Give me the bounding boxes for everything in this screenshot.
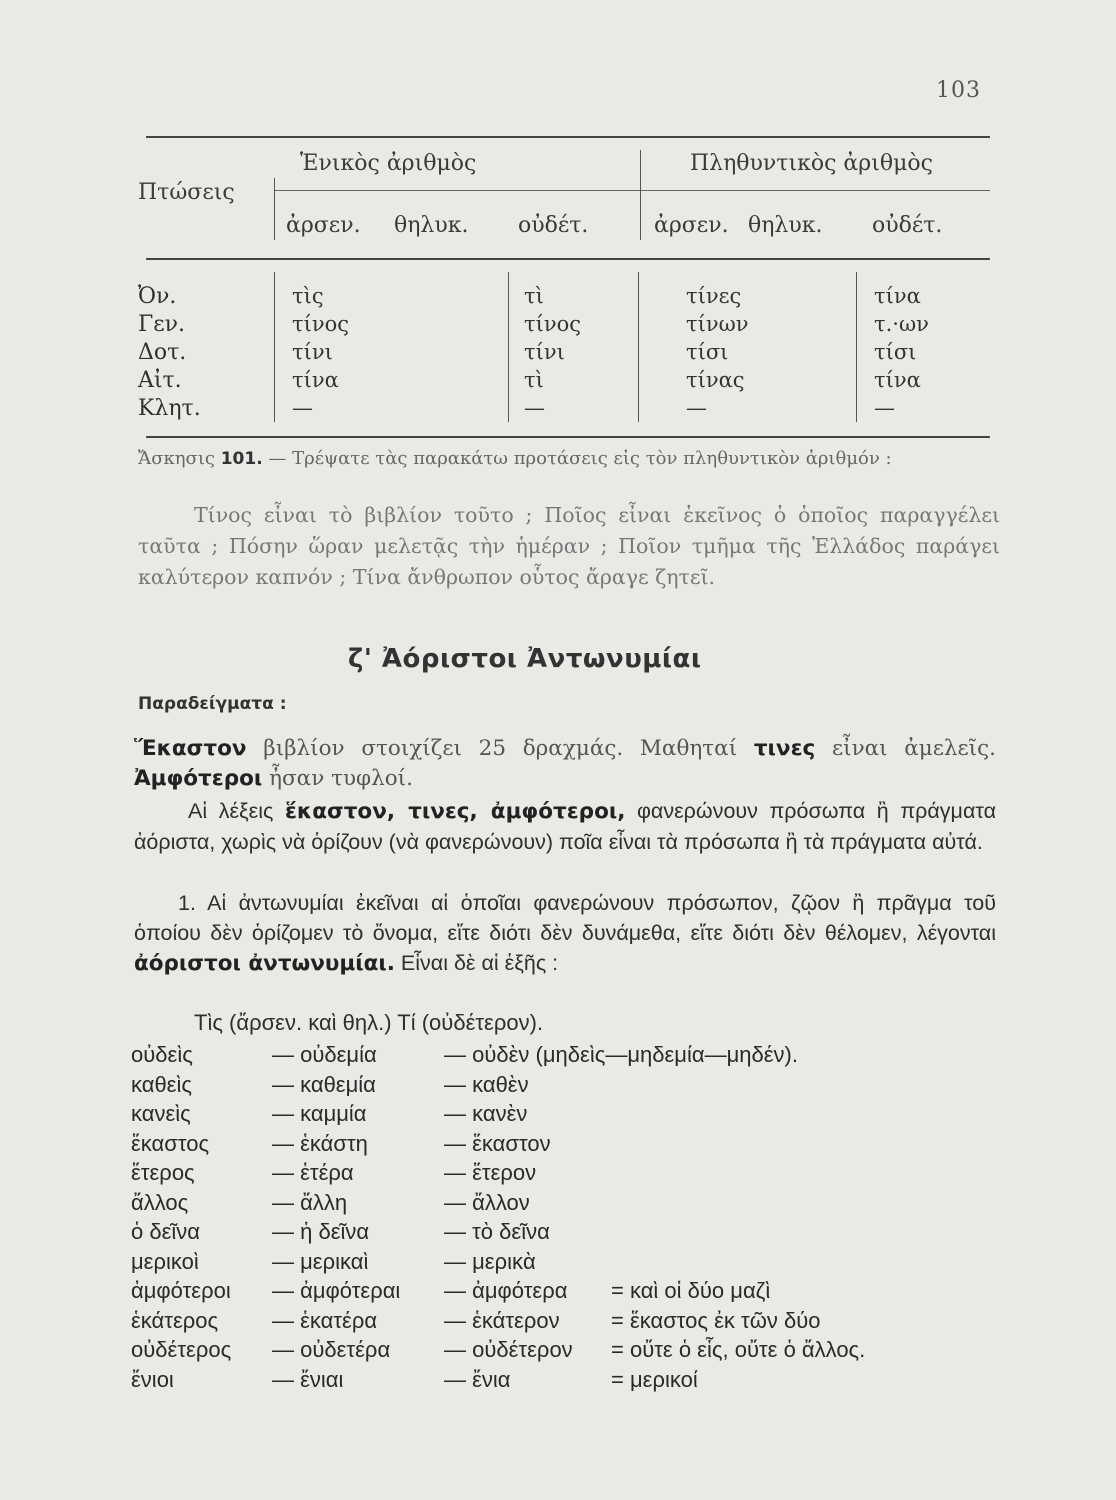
pronoun-masculine: ἕκαστος	[131, 1131, 210, 1156]
table-cell: τίνες	[686, 284, 742, 308]
pronoun-neuter: — ἔνια	[444, 1367, 511, 1392]
table-case-cell: Κλητ.	[138, 396, 201, 421]
pronoun-neuter: — ἕκαστον	[444, 1131, 551, 1156]
pronoun-gloss: = ἕκαστος ἐκ τῶν δύο	[611, 1308, 821, 1333]
page-number: 103	[936, 78, 981, 103]
sub-header: ἀρσεν.	[286, 213, 361, 238]
para-bold: ἀόριστοι ἀντωνυμίαι.	[134, 951, 395, 976]
pronoun-gloss: = μερικοί	[611, 1367, 698, 1392]
exercise-body: Τίνος εἶναι τὸ βιβλίον τοῦτο ; Ποῖος εἶναι ἐκεῖνος ὁ ὁποῖος παραγγέλει ταῦτα ; Πόσην ὥραν μελετᾷς τὴν ἡμέραν ; Ποῖον τμῆμα τῆς Ἑλλάδος παράγει καλύτερον καπνόν ; Τίνα ἄνθρωπον οὗτος ἄραγε ζητεῖ.	[138, 503, 1000, 589]
pronoun-feminine: — οὐδετέρα	[272, 1337, 391, 1362]
table-divider	[856, 272, 857, 422]
table-case-cell: Αἰτ.	[138, 368, 182, 393]
pronoun-masculine: μερικοὶ	[131, 1249, 199, 1274]
sub-header: θηλυκ.	[748, 213, 823, 238]
pronoun-neuter: — οὐδὲν (μηδεὶς—μηδεμία—μηδέν).	[444, 1042, 798, 1067]
sub-header: οὐδέτ.	[872, 213, 943, 238]
para-text: φανερώνουν πρόσωπα ἢ πράγματα ἀόριστα, χωρὶς νὰ ὁρίζουν (νὰ φανερώνουν) ποῖα εἶναι τὰ πρόσωπα ἢ τὰ πράγματα αὐτά.	[134, 799, 996, 854]
pronoun-neuter: — ἀμφότερα	[444, 1278, 568, 1303]
pronoun-neuter: — καθὲν	[444, 1072, 529, 1097]
table-divider	[508, 272, 509, 422]
plural-header: Πληθυντικὸς ἀριθμὸς	[690, 151, 933, 176]
table-cell: —	[874, 396, 895, 420]
example-text: εἶναι ἀμελεῖς.	[815, 736, 996, 761]
pronoun-row	[0, 1337, 1116, 1367]
pronoun-feminine: — ἔνιαι	[272, 1367, 344, 1392]
table-cell: τ.·ων	[874, 312, 929, 336]
pronoun-row	[0, 1308, 1116, 1338]
paragraph-2	[134, 888, 996, 979]
table-cell: τίσι	[874, 340, 917, 364]
plural-rule	[642, 190, 990, 191]
pronoun-row	[0, 1219, 1116, 1249]
para-text: 1. Αἱ ἀντωνυμίαι ἐκεῖναι αἱ ὁποῖαι φανερώνουν πρόσωπον, ζῷον ἢ πρᾶγμα τοῦ ὁποίου δὲν ὁρίζομεν τὸ ὄνομα, εἴτε διότι δὲν δυνάμεθα, εἴτε διότι δὲν θέλομεν, λέγονται	[134, 891, 996, 945]
pronoun-neuter: — ἕτερον	[444, 1160, 537, 1185]
pronoun-neuter: — ἑκάτερον	[444, 1308, 560, 1333]
examples-label: Παραδείγματα :	[138, 694, 287, 714]
pronoun-neuter: — κανὲν	[444, 1101, 528, 1126]
pronoun-masculine: κανεὶς	[131, 1101, 191, 1126]
pronoun-masculine: ἔνιοι	[131, 1367, 174, 1392]
example-word: Ἀμφότεροι	[134, 766, 263, 791]
pronoun-feminine: — ἀμφότεραι	[272, 1278, 401, 1303]
table-cell: τίνα	[292, 368, 339, 392]
sub-header: ἀρσεν.	[654, 213, 729, 238]
exercise-instruction	[138, 448, 998, 470]
para-text: Αἱ λέξεις	[188, 799, 285, 823]
table-cell: —	[686, 396, 707, 420]
table-cell: τίνος	[292, 312, 350, 336]
exercise-number: 101.	[220, 449, 263, 469]
pronoun-feminine: — ἡ δεῖνα	[272, 1219, 370, 1244]
table-divider	[274, 272, 275, 422]
table-cell: τίνων	[686, 312, 749, 336]
pronoun-list-heading: Τὶς (ἄρσεν. καὶ θηλ.) Τί (οὐδέτερον).	[194, 1010, 544, 1035]
pronoun-row	[0, 1042, 1116, 1072]
pronoun-neuter: — ἄλλον	[444, 1190, 530, 1215]
pronoun-row	[0, 1190, 1116, 1220]
table-case-cell: Γεν.	[138, 312, 186, 337]
singular-rule	[274, 190, 644, 191]
table-cell: τὶς	[292, 284, 324, 308]
pronoun-feminine: — ἄλλη	[272, 1190, 348, 1215]
pronoun-feminine: — καθεμία	[272, 1072, 376, 1097]
pronoun-row	[0, 1072, 1116, 1102]
examples-paragraph	[134, 734, 996, 794]
para-bold: ἕκαστον, τινες, ἀμφότεροι,	[284, 799, 626, 824]
exercise-label: Ἄσκησις	[138, 448, 215, 469]
sub-header: θηλυκ.	[394, 213, 469, 238]
header-bottom-rule	[146, 258, 990, 260]
table-cell: —	[524, 396, 545, 420]
table-cell: τίσι	[686, 340, 729, 364]
example-text: βιβλίον στοιχίζει 25 δραχμάς. Μαθηταί	[246, 736, 754, 761]
pronoun-row	[0, 1278, 1116, 1308]
table-cell: τὶ	[524, 284, 544, 308]
table-cell: τίνας	[686, 368, 745, 392]
table-cell: τίνα	[874, 368, 921, 392]
singular-header: Ἑνικὸς ἀριθμὸς	[300, 151, 477, 176]
pronoun-neuter: — οὐδέτερον	[444, 1337, 573, 1362]
table-cell: τίνος	[524, 312, 582, 336]
table-case-cell: Δοτ.	[138, 340, 187, 365]
pronoun-neuter: — μερικὰ	[444, 1249, 536, 1274]
table-bottom-rule	[146, 436, 990, 438]
pronoun-feminine: — οὐδεμία	[272, 1042, 377, 1067]
pronoun-row	[0, 1131, 1116, 1161]
pronoun-masculine: οὐδεὶς	[131, 1042, 193, 1067]
table-divider	[274, 178, 275, 240]
case-header: Πτώσεις	[138, 180, 235, 205]
table-divider	[638, 272, 639, 422]
pronoun-row	[0, 1101, 1116, 1131]
pronoun-masculine: ὁ δεῖνα	[131, 1219, 201, 1244]
pronoun-row	[0, 1160, 1116, 1190]
pronoun-feminine: — ἑκάστη	[272, 1131, 368, 1156]
example-word: Ἕκαστον	[134, 736, 247, 761]
table-cell: τίνα	[874, 284, 921, 308]
exercise-instruction-text: — Τρέψατε τὰς παρακάτω προτάσεις εἰς τὸν πληθυντικὸν ἀριθμόν :	[268, 448, 892, 469]
sub-header: οὐδέτ.	[518, 213, 589, 238]
para-text: Εἶναι δὲ αἱ ἑξῆς :	[394, 951, 559, 975]
pronoun-gloss: = καὶ οἱ δύο μαζὶ	[611, 1278, 771, 1303]
pronoun-feminine: — μερικαὶ	[272, 1249, 369, 1274]
pronoun-masculine: ἑκάτερος	[131, 1308, 219, 1333]
pronoun-masculine: καθεὶς	[131, 1072, 192, 1097]
example-word: τινες	[753, 736, 816, 761]
pronoun-feminine: — ἑτέρα	[272, 1160, 354, 1185]
pronoun-neuter: — τὸ δεῖνα	[444, 1219, 550, 1244]
table-case-cell: Ὀν.	[138, 284, 177, 309]
pronoun-masculine: ἀμφότεροι	[131, 1278, 231, 1303]
table-top-rule	[146, 136, 990, 138]
pronoun-masculine: οὐδέτερος	[131, 1337, 232, 1362]
table-cell: τίνι	[524, 340, 565, 364]
pronoun-masculine: ἄλλος	[131, 1190, 189, 1215]
pronoun-masculine: ἕτερος	[131, 1160, 195, 1185]
pronoun-feminine: — ἑκατέρα	[272, 1308, 378, 1333]
example-text: ἦσαν τυφλοί.	[262, 766, 413, 791]
section-title: ζ' Ἀόριστοι Ἀντωνυμίαι	[348, 644, 702, 674]
table-cell: τίνι	[292, 340, 333, 364]
table-divider	[640, 150, 641, 240]
pronoun-gloss: = οὔτε ὁ εἷς, οὔτε ὁ ἄλλος.	[611, 1337, 866, 1362]
pronoun-row	[0, 1367, 1116, 1397]
paragraph-1	[134, 796, 996, 857]
pronoun-feminine: — καμμία	[272, 1101, 367, 1126]
table-cell: —	[292, 396, 313, 420]
pronoun-row	[0, 1249, 1116, 1279]
table-cell: τὶ	[524, 368, 544, 392]
